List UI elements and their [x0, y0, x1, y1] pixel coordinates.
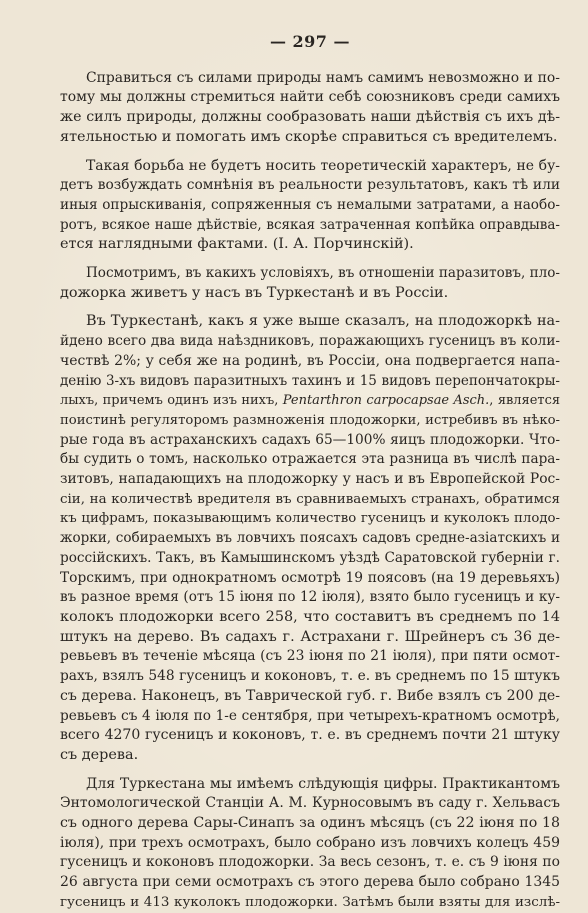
text-line: зитовъ, нападающихъ на плодожорку у насъ и въ Европейской Рос- [60, 471, 560, 488]
text-line: Посмотримъ, въ какихъ условiяхъ, въ отношенiи паразитовъ, пло- [86, 265, 560, 282]
paragraph-1 [60, 69, 560, 148]
text-line: сiи, на количествѣ вредителя въ сравниваемыхъ странахъ, обратимся [60, 491, 560, 507]
text-line: Для Туркестана мы имѣемъ слѣдующiя цифры. Практикантомъ [86, 775, 560, 792]
text-line: съ одного дерева Сары-Синапъ за одинъ мѣсяцъ (съ 22 iюня по 18 [60, 815, 560, 832]
text-line: ревьевъ въ теченiе мѣсяца (съ 23 iюня по 21 iюля), при пяти осмот- [60, 648, 560, 665]
text-line: иныя опрыскиванiя, сопряженныя съ немалыми затратами, а наобо- [60, 196, 560, 213]
text-line: ется наглядными фактами. (I. А. Порчинскiй). [60, 236, 414, 253]
text-line: жорки, собираемыхъ въ ловчихъ поясахъ садовъ средне-азiатскихъ и [60, 530, 560, 547]
text-line: колокъ плодожорки всего 258, что составитъ въ среднемъ по 14 [60, 608, 560, 625]
text-line: чествѣ 2%; у себя же на родинѣ, въ Россiи, она подвергается напа- [60, 352, 560, 369]
text-line: дожорка живетъ у насъ въ Туркестанѣ и въ Россiи. [60, 284, 449, 301]
text-line: Справиться съ силами природы намъ самимъ невозможно и по- [86, 69, 560, 86]
text-line: поистинѣ регуляторомъ размноженiя плодожорки, истребивъ въ нѣко- [60, 412, 560, 428]
text-line: iюля), при трехъ осмотрахъ, было собрано изъ ловчихъ колецъ 459 [60, 834, 560, 851]
text-line: къ цифрамъ, показывающимъ количество гусеницъ и куколокъ плодо- [60, 511, 560, 527]
text-line: съ дерева. [60, 746, 139, 763]
text-line: тому мы должны стремиться найти себѣ союзниковъ среди самихъ [60, 89, 560, 106]
text-line: россiйскихъ. Такъ, въ Камышинскомъ уѣздѣ Саратовской губернiи г. [60, 549, 560, 566]
text-line: 26 августа при семи осмотрахъ съ этого дерева было собрано 1345 [60, 874, 560, 891]
species-name: Pentarthron carpocapsae Asch. [282, 393, 490, 409]
text-line: бы судить о томъ, насколько отражается эта разница въ числѣ пара- [60, 451, 560, 468]
text-line: Въ Туркестанѣ, какъ я уже выше сказалъ, на плодожоркѣ на- [86, 313, 560, 330]
text-line: Торскимъ, при однократномъ осмотрѣ 19 поясовъ (на 19 деревьяхъ) [60, 569, 560, 586]
page-number: — 297 — [269, 32, 351, 51]
text-line: же силъ природы, должны сообразовать наши дѣйствiя съ ихъ дѣ- [60, 109, 560, 126]
text-line: ревьевъ съ 4 iюля по 1-е сентября, при четырехъ-кратномъ осмотрѣ, [60, 707, 560, 724]
text-line: съ дерева. Наконецъ, въ Таврической губ. г. Вибе взялъ съ 200 де- [60, 687, 560, 704]
text-line: рые года въ астраханскихъ садахъ 65—100% яицъ плодожорки. Что- [60, 431, 560, 448]
paragraph-5 [60, 775, 560, 913]
text-line: лыхъ, причемъ одинъ изъ нихъ, Pentarthron carpocapsae Asch., является [60, 393, 561, 409]
text-line: всего 4270 гусеницъ и кокoновъ, т. е. въ среднемъ почти 21 штуку [60, 727, 560, 744]
paragraph-3 [60, 264, 560, 303]
text-line: ятельностью и помогать имъ скорѣе справиться съ вредителемъ. [60, 128, 558, 145]
text-line: денiю 3-хъ видовъ паразитныхъ тахинъ и 15 видовъ перепончатокры- [60, 372, 560, 389]
body-text [60, 69, 560, 913]
text-line: Такая борьба не будетъ носить теоретическiй характеръ, не бу- [86, 157, 560, 174]
paragraph-4 [60, 312, 560, 765]
text-line: детъ возбуждать сомнѣнiя въ реальности результатовъ, какъ тѣ или [60, 177, 560, 194]
text-line: Энтомологической Станцiи А. М. Курносовымъ въ саду г. Хельвасъ [60, 795, 560, 812]
text-line: въ разное время (отъ 15 iюня по 12 iюля), взято было гусеницъ и ку- [60, 589, 560, 606]
text-line: ротъ, всякое наше дѣйствiе, всякая затраченная копѣйка оправдыва- [60, 216, 560, 233]
text-line: гусеницъ и 413 куколокъ плодожорки. Затѣмъ были взяты для изслѣ- [60, 894, 560, 910]
text-line: рахъ, взялъ 548 гусеницъ и кокoновъ, т. е. въ среднемъ по 15 штукъ [60, 668, 560, 685]
text-line: гусеницъ и коконовъ плодожорки. За весь сезонъ, т. е. съ 9 iюня по [60, 854, 560, 871]
text-line: штукъ на дерево. Въ садахъ г. Астрахани г. Шрейнеръ съ 36 де- [60, 628, 560, 645]
text-line: йдено всего два вида наѣздниковъ, поражающихъ гусеницъ въ коли- [60, 333, 560, 350]
paragraph-2 [60, 157, 560, 256]
